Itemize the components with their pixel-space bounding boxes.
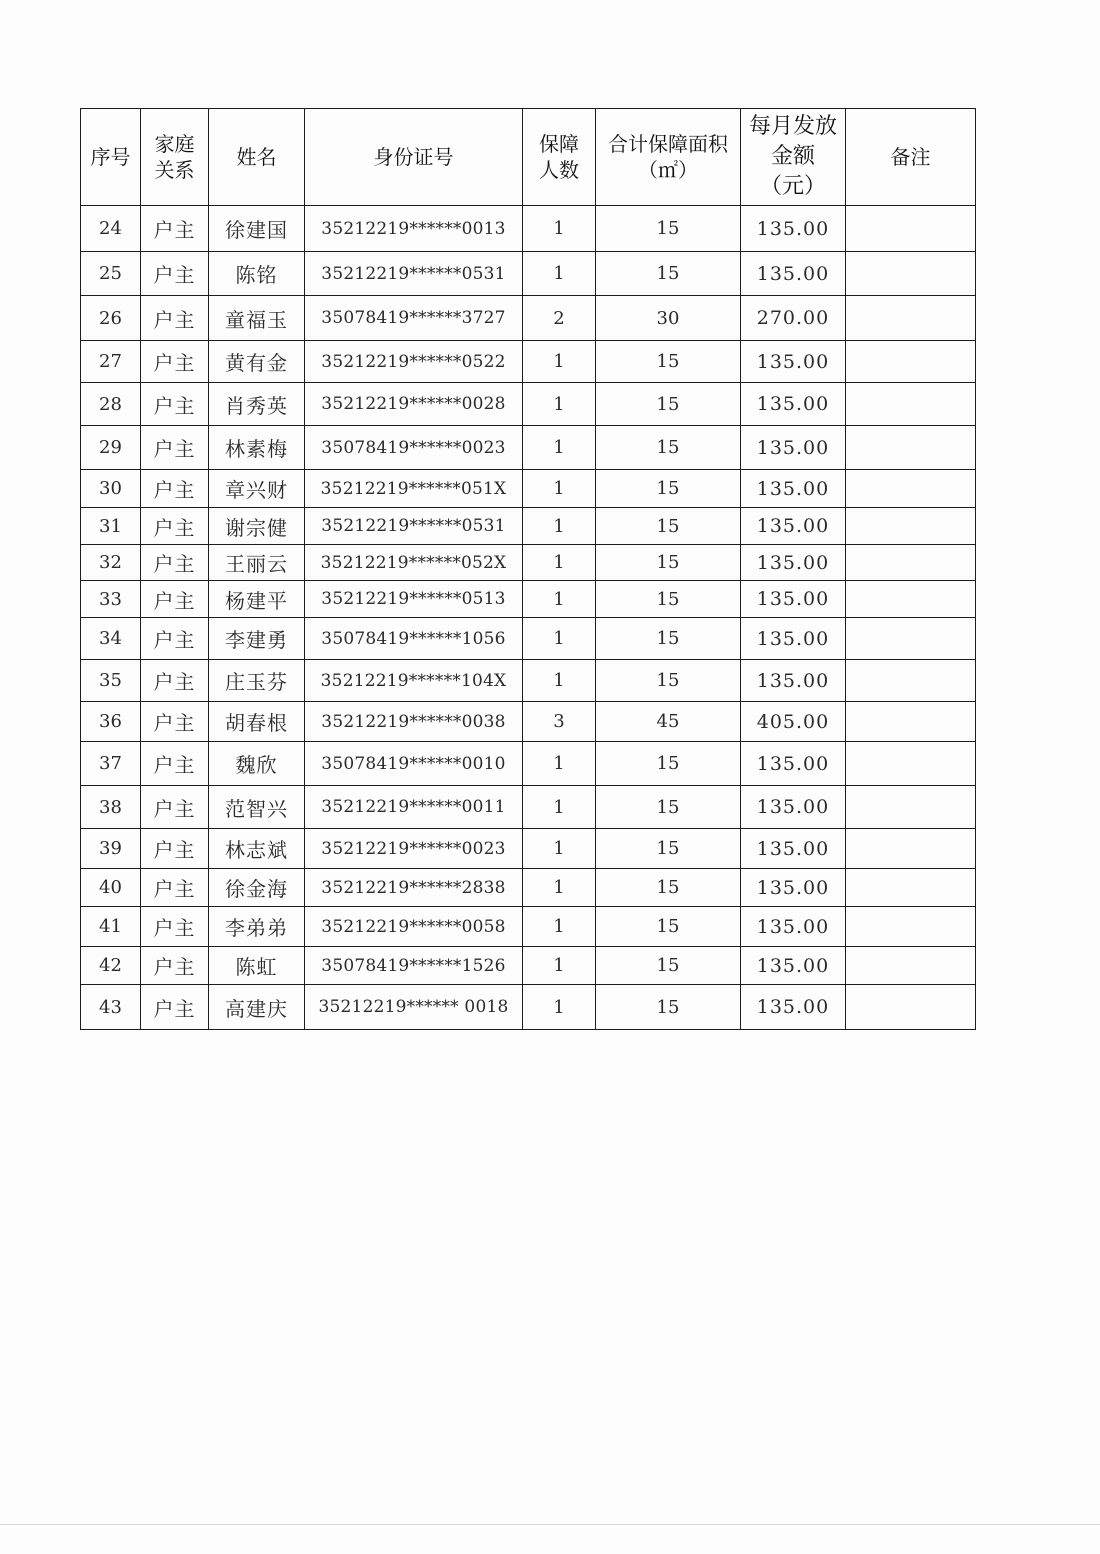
cell-relation: 户主 bbox=[141, 383, 209, 426]
cell-relation: 户主 bbox=[141, 702, 209, 742]
cell-name: 肖秀英 bbox=[209, 383, 305, 426]
cell-amount: 270.00 bbox=[741, 296, 846, 341]
cell-amount: 135.00 bbox=[741, 341, 846, 383]
cell-id-number: 35078419******3727 bbox=[305, 296, 523, 341]
cell-remark bbox=[846, 618, 976, 660]
table-row bbox=[81, 742, 976, 786]
cell-name: 李弟弟 bbox=[209, 907, 305, 947]
header-relation: 家庭关系 bbox=[141, 109, 209, 206]
cell-name: 童福玉 bbox=[209, 296, 305, 341]
cell-seq: 31 bbox=[81, 508, 141, 545]
cell-remark bbox=[846, 869, 976, 907]
cell-amount: 135.00 bbox=[741, 618, 846, 660]
cell-id-number: 35212219******0011 bbox=[305, 786, 523, 829]
cell-persons: 2 bbox=[523, 296, 596, 341]
cell-remark bbox=[846, 296, 976, 341]
cell-persons: 1 bbox=[523, 660, 596, 702]
cell-remark bbox=[846, 508, 976, 545]
cell-name: 陈铭 bbox=[209, 252, 305, 296]
table-row bbox=[81, 702, 976, 742]
cell-persons: 1 bbox=[523, 545, 596, 581]
cell-remark bbox=[846, 426, 976, 470]
cell-id-number: 35078419******1526 bbox=[305, 947, 523, 985]
cell-area: 15 bbox=[596, 660, 741, 702]
cell-name: 庄玉芬 bbox=[209, 660, 305, 702]
table-row bbox=[81, 947, 976, 985]
cell-name: 徐金海 bbox=[209, 869, 305, 907]
cell-id-number: 35212219******2838 bbox=[305, 869, 523, 907]
cell-relation: 户主 bbox=[141, 470, 209, 508]
cell-relation: 户主 bbox=[141, 296, 209, 341]
header-persons: 保障人数 bbox=[523, 109, 596, 206]
header-name: 姓名 bbox=[209, 109, 305, 206]
cell-relation: 户主 bbox=[141, 786, 209, 829]
header-remark: 备注 bbox=[846, 109, 976, 206]
cell-persons: 1 bbox=[523, 581, 596, 618]
header-amount: 每月发放金额（元） bbox=[741, 109, 846, 206]
cell-seq: 32 bbox=[81, 545, 141, 581]
cell-persons: 1 bbox=[523, 383, 596, 426]
table-row bbox=[81, 383, 976, 426]
cell-seq: 40 bbox=[81, 869, 141, 907]
cell-id-number: 35212219******051X bbox=[305, 470, 523, 508]
cell-seq: 27 bbox=[81, 341, 141, 383]
cell-id-number: 35212219******0023 bbox=[305, 829, 523, 869]
cell-persons: 1 bbox=[523, 907, 596, 947]
cell-seq: 39 bbox=[81, 829, 141, 869]
cell-id-number: 35212219******0522 bbox=[305, 341, 523, 383]
cell-area: 15 bbox=[596, 383, 741, 426]
table-row bbox=[81, 206, 976, 252]
cell-id-number: 35212219******052X bbox=[305, 545, 523, 581]
header-id-number: 身份证号 bbox=[305, 109, 523, 206]
cell-id-number: 35212219******0058 bbox=[305, 907, 523, 947]
cell-area: 15 bbox=[596, 786, 741, 829]
cell-area: 45 bbox=[596, 702, 741, 742]
cell-seq: 26 bbox=[81, 296, 141, 341]
cell-seq: 25 bbox=[81, 252, 141, 296]
cell-remark bbox=[846, 660, 976, 702]
table-row bbox=[81, 660, 976, 702]
cell-remark bbox=[846, 742, 976, 786]
cell-persons: 1 bbox=[523, 206, 596, 252]
cell-relation: 户主 bbox=[141, 206, 209, 252]
cell-name: 谢宗健 bbox=[209, 508, 305, 545]
cell-seq: 28 bbox=[81, 383, 141, 426]
cell-amount: 135.00 bbox=[741, 660, 846, 702]
cell-persons: 1 bbox=[523, 508, 596, 545]
cell-id-number: 35212219******0531 bbox=[305, 252, 523, 296]
cell-remark bbox=[846, 947, 976, 985]
cell-persons: 1 bbox=[523, 869, 596, 907]
cell-remark bbox=[846, 985, 976, 1030]
cell-remark bbox=[846, 702, 976, 742]
cell-amount: 135.00 bbox=[741, 383, 846, 426]
cell-area: 15 bbox=[596, 907, 741, 947]
cell-area: 15 bbox=[596, 508, 741, 545]
table-row bbox=[81, 907, 976, 947]
cell-seq: 36 bbox=[81, 702, 141, 742]
header-area: 合计保障面积（㎡） bbox=[596, 109, 741, 206]
cell-relation: 户主 bbox=[141, 907, 209, 947]
cell-name: 范智兴 bbox=[209, 786, 305, 829]
cell-area: 15 bbox=[596, 618, 741, 660]
page-bottom-edge bbox=[0, 1524, 1100, 1525]
cell-amount: 135.00 bbox=[741, 829, 846, 869]
cell-persons: 1 bbox=[523, 252, 596, 296]
table-row bbox=[81, 618, 976, 660]
cell-amount: 135.00 bbox=[741, 742, 846, 786]
cell-amount: 135.00 bbox=[741, 206, 846, 252]
cell-amount: 135.00 bbox=[741, 252, 846, 296]
cell-persons: 1 bbox=[523, 341, 596, 383]
cell-name: 魏欣 bbox=[209, 742, 305, 786]
cell-seq: 35 bbox=[81, 660, 141, 702]
cell-seq: 37 bbox=[81, 742, 141, 786]
cell-amount: 135.00 bbox=[741, 545, 846, 581]
cell-area: 15 bbox=[596, 206, 741, 252]
table-row bbox=[81, 581, 976, 618]
cell-relation: 户主 bbox=[141, 742, 209, 786]
cell-id-number: 35212219******0513 bbox=[305, 581, 523, 618]
cell-amount: 135.00 bbox=[741, 426, 846, 470]
table-body bbox=[81, 206, 976, 1030]
table-row bbox=[81, 341, 976, 383]
cell-area: 15 bbox=[596, 742, 741, 786]
cell-id-number: 35212219****** 0018 bbox=[305, 985, 523, 1030]
cell-relation: 户主 bbox=[141, 660, 209, 702]
cell-seq: 43 bbox=[81, 985, 141, 1030]
cell-area: 15 bbox=[596, 985, 741, 1030]
table-row bbox=[81, 786, 976, 829]
table-row bbox=[81, 985, 976, 1030]
cell-persons: 1 bbox=[523, 618, 596, 660]
cell-remark bbox=[846, 252, 976, 296]
cell-id-number: 35212219******104X bbox=[305, 660, 523, 702]
cell-persons: 1 bbox=[523, 742, 596, 786]
cell-name: 徐建国 bbox=[209, 206, 305, 252]
cell-area: 15 bbox=[596, 869, 741, 907]
cell-seq: 29 bbox=[81, 426, 141, 470]
table-row bbox=[81, 545, 976, 581]
cell-persons: 1 bbox=[523, 985, 596, 1030]
cell-persons: 1 bbox=[523, 947, 596, 985]
cell-amount: 405.00 bbox=[741, 702, 846, 742]
cell-remark bbox=[846, 383, 976, 426]
cell-area: 15 bbox=[596, 252, 741, 296]
cell-id-number: 35212219******0028 bbox=[305, 383, 523, 426]
cell-remark bbox=[846, 470, 976, 508]
cell-remark bbox=[846, 907, 976, 947]
cell-relation: 户主 bbox=[141, 985, 209, 1030]
cell-seq: 30 bbox=[81, 470, 141, 508]
cell-area: 15 bbox=[596, 947, 741, 985]
cell-amount: 135.00 bbox=[741, 508, 846, 545]
cell-name: 杨建平 bbox=[209, 581, 305, 618]
cell-name: 陈虹 bbox=[209, 947, 305, 985]
cell-remark bbox=[846, 829, 976, 869]
cell-name: 李建勇 bbox=[209, 618, 305, 660]
cell-seq: 24 bbox=[81, 206, 141, 252]
cell-amount: 135.00 bbox=[741, 581, 846, 618]
cell-id-number: 35212219******0531 bbox=[305, 508, 523, 545]
cell-persons: 1 bbox=[523, 786, 596, 829]
cell-relation: 户主 bbox=[141, 581, 209, 618]
cell-area: 15 bbox=[596, 341, 741, 383]
cell-seq: 41 bbox=[81, 907, 141, 947]
cell-name: 高建庆 bbox=[209, 985, 305, 1030]
cell-id-number: 35078419******0023 bbox=[305, 426, 523, 470]
cell-id-number: 35078419******0010 bbox=[305, 742, 523, 786]
cell-remark bbox=[846, 786, 976, 829]
cell-name: 黄有金 bbox=[209, 341, 305, 383]
cell-relation: 户主 bbox=[141, 947, 209, 985]
cell-relation: 户主 bbox=[141, 252, 209, 296]
cell-relation: 户主 bbox=[141, 341, 209, 383]
table-header bbox=[81, 109, 976, 206]
table-row bbox=[81, 470, 976, 508]
cell-name: 林素梅 bbox=[209, 426, 305, 470]
cell-amount: 135.00 bbox=[741, 907, 846, 947]
table-row bbox=[81, 508, 976, 545]
cell-relation: 户主 bbox=[141, 508, 209, 545]
cell-relation: 户主 bbox=[141, 545, 209, 581]
cell-id-number: 35212219******0013 bbox=[305, 206, 523, 252]
cell-relation: 户主 bbox=[141, 618, 209, 660]
cell-seq: 42 bbox=[81, 947, 141, 985]
cell-name: 林志斌 bbox=[209, 829, 305, 869]
cell-persons: 1 bbox=[523, 829, 596, 869]
cell-amount: 135.00 bbox=[741, 869, 846, 907]
cell-remark bbox=[846, 341, 976, 383]
cell-name: 胡春根 bbox=[209, 702, 305, 742]
cell-area: 15 bbox=[596, 470, 741, 508]
table-row bbox=[81, 869, 976, 907]
cell-remark bbox=[846, 206, 976, 252]
cell-id-number: 35212219******0038 bbox=[305, 702, 523, 742]
header-seq: 序号 bbox=[81, 109, 141, 206]
cell-area: 15 bbox=[596, 829, 741, 869]
cell-seq: 34 bbox=[81, 618, 141, 660]
table-row bbox=[81, 296, 976, 341]
cell-area: 30 bbox=[596, 296, 741, 341]
cell-area: 15 bbox=[596, 545, 741, 581]
cell-remark bbox=[846, 581, 976, 618]
subsidy-table-wrapper bbox=[80, 108, 975, 1030]
cell-amount: 135.00 bbox=[741, 947, 846, 985]
cell-amount: 135.00 bbox=[741, 786, 846, 829]
cell-persons: 1 bbox=[523, 470, 596, 508]
table-row bbox=[81, 252, 976, 296]
cell-relation: 户主 bbox=[141, 829, 209, 869]
cell-area: 15 bbox=[596, 426, 741, 470]
cell-seq: 38 bbox=[81, 786, 141, 829]
cell-relation: 户主 bbox=[141, 869, 209, 907]
cell-area: 15 bbox=[596, 581, 741, 618]
cell-remark bbox=[846, 545, 976, 581]
cell-name: 王丽云 bbox=[209, 545, 305, 581]
cell-persons: 1 bbox=[523, 426, 596, 470]
cell-persons: 3 bbox=[523, 702, 596, 742]
cell-relation: 户主 bbox=[141, 426, 209, 470]
cell-amount: 135.00 bbox=[741, 470, 846, 508]
header-row bbox=[81, 109, 976, 206]
cell-seq: 33 bbox=[81, 581, 141, 618]
cell-amount: 135.00 bbox=[741, 985, 846, 1030]
table-row bbox=[81, 829, 976, 869]
table-row bbox=[81, 426, 976, 470]
subsidy-table bbox=[80, 108, 976, 1030]
cell-name: 章兴财 bbox=[209, 470, 305, 508]
cell-id-number: 35078419******1056 bbox=[305, 618, 523, 660]
